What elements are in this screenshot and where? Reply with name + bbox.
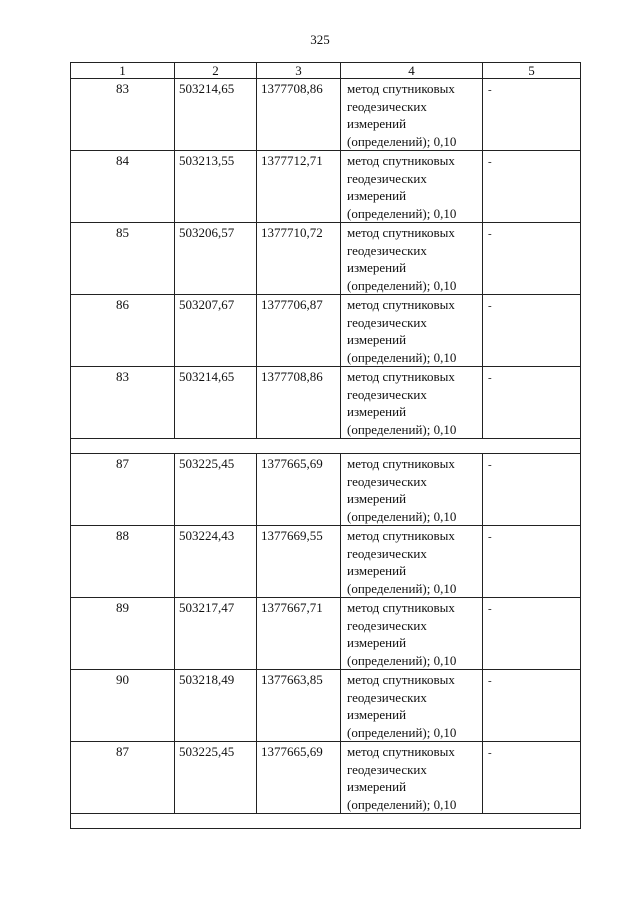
method-cell: [341, 526, 483, 598]
method-cell: [341, 79, 483, 151]
method-cell: [341, 454, 483, 526]
method-line: метод спутниковых: [347, 744, 455, 759]
coordinate-x: 503206,57: [175, 223, 257, 295]
note-cell: [483, 367, 581, 439]
coordinate-y: 1377708,86: [257, 79, 341, 151]
method-line: геодезических: [347, 761, 427, 777]
note-dash: -: [488, 531, 492, 543]
method-line: (определений); 0,10: [347, 652, 457, 668]
table-row: [71, 295, 581, 367]
table-row: [71, 526, 581, 598]
point-number: 89: [71, 598, 175, 670]
table-row: [71, 151, 581, 223]
method-line: метод спутниковых: [347, 81, 455, 96]
coordinate-y: 1377710,72: [257, 223, 341, 295]
coordinate-y: 1377663,85: [257, 670, 341, 742]
point-number: 86: [71, 295, 175, 367]
point-number: 84: [71, 151, 175, 223]
method-line: измерений: [347, 260, 407, 275]
coordinate-y: 1377665,69: [257, 742, 341, 814]
point-number: 90: [71, 670, 175, 742]
group-separator-cell: [71, 439, 581, 454]
method-line: (определений); 0,10: [347, 796, 457, 812]
method-line: (определений); 0,10: [347, 349, 457, 365]
group-separator-row: [71, 814, 581, 829]
method-line: метод спутниковых: [347, 456, 455, 471]
method-line: геодезических: [347, 689, 427, 705]
group-separator-row: [71, 439, 581, 454]
coordinate-x: 503214,65: [175, 367, 257, 439]
coordinate-x: 503218,49: [175, 670, 257, 742]
note-cell: [483, 295, 581, 367]
group-separator-cell: [71, 814, 581, 829]
table-row: [71, 367, 581, 439]
method-line: (определений); 0,10: [347, 277, 457, 293]
method-line: метод спутниковых: [347, 225, 455, 240]
point-number: 87: [71, 454, 175, 526]
method-line: (определений); 0,10: [347, 724, 457, 740]
column-header-3: 3: [257, 63, 341, 79]
note-cell: [483, 526, 581, 598]
coordinate-y: 1377712,71: [257, 151, 341, 223]
method-cell: [341, 295, 483, 367]
note-cell: [483, 598, 581, 670]
coordinate-x: 503225,45: [175, 742, 257, 814]
note-cell: [483, 223, 581, 295]
point-number: 88: [71, 526, 175, 598]
note-dash: -: [488, 603, 492, 615]
coordinates-table-wrapper: [70, 62, 580, 829]
method-line: измерений: [347, 563, 407, 578]
table-row: [71, 598, 581, 670]
method-line: метод спутниковых: [347, 528, 455, 543]
table-body: [71, 79, 581, 829]
method-line: метод спутниковых: [347, 600, 455, 615]
coordinate-y: 1377706,87: [257, 295, 341, 367]
note-dash: -: [488, 156, 492, 168]
method-cell: [341, 670, 483, 742]
coordinate-x: 503225,45: [175, 454, 257, 526]
table-row: [71, 454, 581, 526]
method-line: геодезических: [347, 617, 427, 633]
coordinates-table: [70, 62, 581, 829]
note-cell: [483, 79, 581, 151]
method-line: измерений: [347, 404, 407, 419]
coordinate-y: 1377665,69: [257, 454, 341, 526]
method-line: геодезических: [347, 473, 427, 489]
note-dash: -: [488, 228, 492, 240]
note-dash: -: [488, 372, 492, 384]
coordinate-y: 1377669,55: [257, 526, 341, 598]
page-number: 325: [310, 32, 330, 47]
method-line: измерений: [347, 635, 407, 650]
note-dash: -: [488, 459, 492, 471]
coordinate-x: 503217,47: [175, 598, 257, 670]
note-cell: [483, 742, 581, 814]
coordinate-x: 503224,43: [175, 526, 257, 598]
method-line: геодезических: [347, 314, 427, 330]
coordinate-x: 503214,65: [175, 79, 257, 151]
method-line: измерений: [347, 491, 407, 506]
coordinate-x: 503213,55: [175, 151, 257, 223]
method-line: (определений); 0,10: [347, 133, 457, 149]
method-line: геодезических: [347, 98, 427, 114]
point-number: 85: [71, 223, 175, 295]
method-line: геодезических: [347, 170, 427, 186]
method-line: измерений: [347, 188, 407, 203]
coordinate-x: 503207,67: [175, 295, 257, 367]
method-line: метод спутниковых: [347, 672, 455, 687]
note-dash: -: [488, 675, 492, 687]
method-cell: [341, 742, 483, 814]
table-row: [71, 223, 581, 295]
method-line: измерений: [347, 332, 407, 347]
table-row: [71, 670, 581, 742]
method-line: геодезических: [347, 242, 427, 258]
table-row: [71, 79, 581, 151]
method-line: метод спутниковых: [347, 297, 455, 312]
note-dash: -: [488, 747, 492, 759]
method-line: (определений); 0,10: [347, 205, 457, 221]
method-cell: [341, 223, 483, 295]
note-cell: [483, 670, 581, 742]
method-line: геодезических: [347, 545, 427, 561]
method-cell: [341, 367, 483, 439]
method-cell: [341, 151, 483, 223]
table-row: [71, 742, 581, 814]
method-line: (определений); 0,10: [347, 508, 457, 524]
table-header: [71, 63, 581, 79]
point-number: 83: [71, 79, 175, 151]
point-number: 87: [71, 742, 175, 814]
method-cell: [341, 598, 483, 670]
column-header-5: 5: [483, 63, 581, 79]
coordinate-y: 1377667,71: [257, 598, 341, 670]
method-line: геодезических: [347, 386, 427, 402]
column-header-4: 4: [341, 63, 483, 79]
method-line: измерений: [347, 707, 407, 722]
method-line: метод спутниковых: [347, 153, 455, 168]
method-line: (определений); 0,10: [347, 580, 457, 596]
note-dash: -: [488, 84, 492, 96]
method-line: измерений: [347, 116, 407, 131]
note-cell: [483, 151, 581, 223]
column-header-1: 1: [71, 63, 175, 79]
method-line: (определений); 0,10: [347, 421, 457, 437]
method-line: измерений: [347, 779, 407, 794]
point-number: 83: [71, 367, 175, 439]
coordinate-y: 1377708,86: [257, 367, 341, 439]
method-line: метод спутниковых: [347, 369, 455, 384]
note-dash: -: [488, 300, 492, 312]
note-cell: [483, 454, 581, 526]
column-header-2: 2: [175, 63, 257, 79]
